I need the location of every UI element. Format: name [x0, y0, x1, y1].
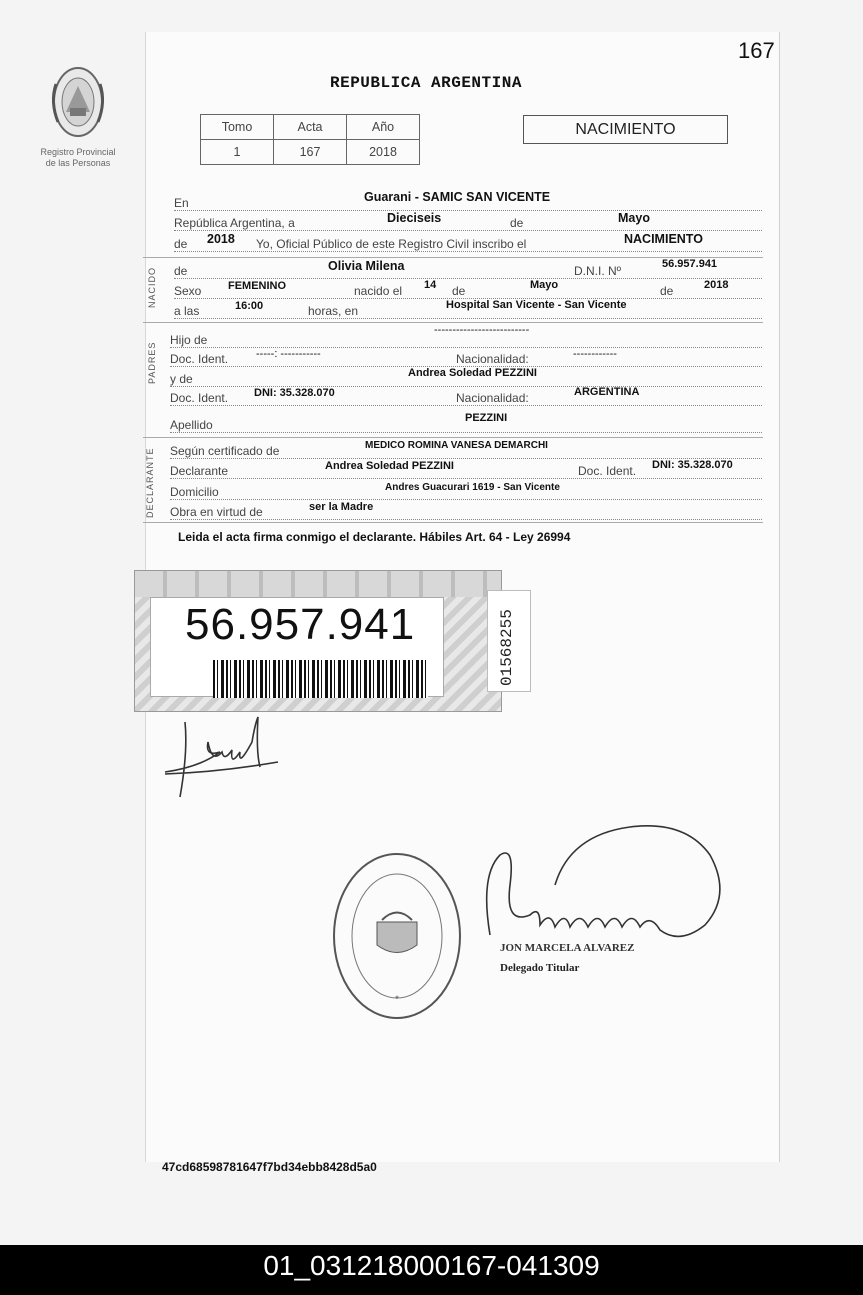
official-seal-icon	[330, 850, 465, 1025]
page-number: 167	[738, 38, 775, 63]
tomo-acta-table	[200, 114, 420, 165]
label-y-de: y de	[170, 372, 193, 386]
sticker-pattern-strip	[135, 571, 501, 597]
label-apellido: Apellido	[170, 418, 213, 432]
value-sexo: FEMENINO	[228, 280, 287, 292]
table-header-cell: Acta	[274, 115, 347, 140]
table-cell: 1	[201, 140, 274, 165]
row-republica	[174, 216, 762, 231]
value-mes: Mayo	[618, 211, 650, 225]
label-de: de	[452, 284, 466, 298]
label-doc-ident: Doc. Ident.	[578, 464, 637, 478]
value-nac-dia: 14	[424, 279, 437, 291]
table-cell: 167	[274, 140, 347, 165]
label-a-las: a las	[174, 304, 200, 318]
value-hora: 16:00	[235, 300, 264, 312]
value-nac-anio: 2018	[704, 279, 729, 291]
section-divider	[143, 522, 763, 523]
label-nacionalidad: Nacionalidad:	[456, 391, 529, 405]
label-en: En	[174, 196, 189, 210]
section-divider	[143, 437, 763, 438]
value-dni: 56.957.941	[662, 258, 718, 270]
label-yo-oficial: Yo, Oficial Público de este Registro Civil inscribo el	[256, 237, 527, 251]
value-declarante: Andrea Soledad PEZZINI	[325, 460, 454, 472]
logo-caption-line2: de las Personas	[45, 158, 111, 168]
page-title: REPUBLICA ARGENTINA	[330, 74, 522, 92]
value-padre-doc: -----: -----------	[256, 348, 321, 360]
value-anio: 2018	[207, 232, 235, 246]
label-horas-en: horas, en	[308, 304, 359, 318]
label-de: de	[510, 216, 524, 230]
logo-caption-line1: Registro Provincial	[40, 147, 116, 157]
value-certificado: MEDICO ROMINA VANESA DEMARCHI	[365, 440, 548, 451]
side-label-padres: PADRES	[147, 341, 157, 384]
value-madre-nac: ARGENTINA	[574, 386, 640, 398]
footer-id: 01_031218000167-041309	[263, 1250, 600, 1281]
label-hijo-de: Hijo de	[170, 333, 208, 347]
registry-logo	[38, 64, 118, 169]
table-header-cell: Tomo	[201, 115, 274, 140]
barcode-icon	[213, 660, 428, 698]
dni-number: 56.957.941	[185, 600, 416, 649]
svg-text:*: *	[395, 994, 399, 1004]
label-sexo: Sexo	[174, 284, 202, 298]
label-doc-ident: Doc. Ident.	[170, 352, 229, 366]
label-de: de	[174, 264, 188, 278]
value-lugar-nac: Hospital San Vicente - San Vicente	[446, 299, 627, 311]
section-divider	[143, 322, 763, 323]
official-name: JON MARCELA ALVAREZ	[500, 942, 635, 954]
label-nacionalidad: Nacionalidad:	[456, 352, 529, 366]
value-apellido: PEZZINI	[465, 412, 508, 424]
act-type-box: NACIMIENTO	[523, 115, 728, 144]
row-obra	[170, 505, 762, 520]
value-padre-nac: ------------	[573, 348, 617, 360]
value-obra: ser la Madre	[309, 501, 374, 513]
table-cell: 2018	[347, 140, 420, 165]
table-header-cell: Año	[347, 115, 420, 140]
label-segun-certificado: Según certificado de	[170, 444, 280, 458]
value-padre: --------------------------	[434, 324, 530, 336]
label-obra-virtud: Obra en virtud de	[170, 505, 263, 519]
value-acto: NACIMIENTO	[624, 232, 703, 246]
label-domicilio: Domicilio	[170, 485, 219, 499]
document-hash: 47cd68598781647f7bd34ebb8428d5a0	[162, 1160, 377, 1174]
value-nombre: Olivia Milena	[328, 259, 405, 273]
signature-official-icon	[470, 815, 730, 955]
label-nacido-el: nacido el	[354, 284, 403, 298]
value-declarante-doc: DNI: 35.328.070	[652, 459, 733, 471]
official-title: Delegado Titular	[500, 962, 580, 974]
label-doc-ident: Doc. Ident.	[170, 391, 229, 405]
label-republica: República Argentina, a	[174, 216, 295, 230]
label-de: de	[174, 237, 188, 251]
value-nac-mes: Mayo	[530, 279, 559, 291]
serial-number: 01568255	[498, 609, 516, 686]
table-row	[201, 140, 420, 165]
value-dia: Dieciseis	[387, 211, 442, 225]
label-declarante: Declarante	[170, 464, 229, 478]
value-madre-doc: DNI: 35.328.070	[254, 387, 335, 399]
value-domicilio: Andres Guacurari 1619 - San Vicente	[385, 482, 560, 493]
side-label-declarante: DECLARANTE	[145, 447, 155, 518]
signature-declarante-icon	[160, 712, 290, 807]
label-dni: D.N.I. Nº	[574, 264, 622, 278]
label-de: de	[660, 284, 674, 298]
closing-text: Leida el acta firma conmigo el declarante. Hábiles Art. 64 - Ley 26994	[178, 530, 571, 544]
value-lugar: Guarani - SAMIC SAN VICENTE	[364, 190, 551, 204]
value-madre: Andrea Soledad PEZZINI	[408, 367, 537, 379]
side-label-nacido: NACIDO	[147, 266, 157, 308]
table-header-row	[201, 115, 420, 140]
provincia-seal-icon	[48, 64, 108, 140]
